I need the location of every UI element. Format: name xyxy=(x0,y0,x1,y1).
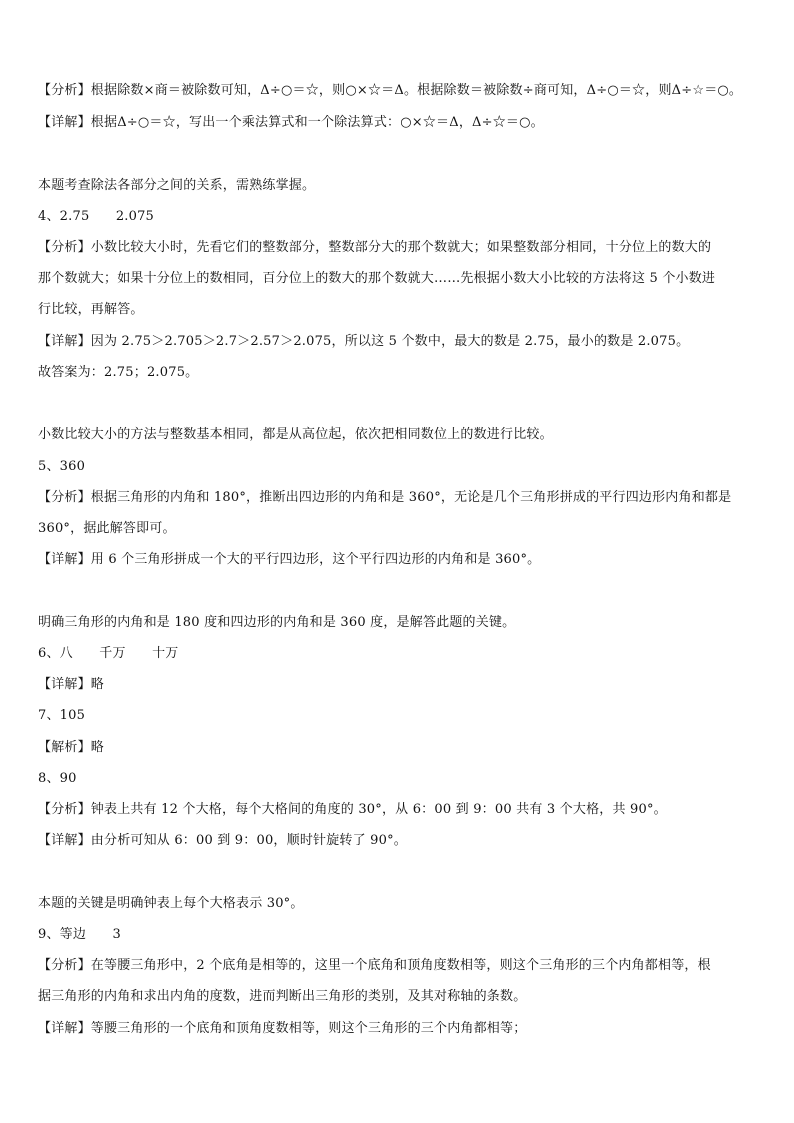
answer-line-q5: 5、360 xyxy=(38,459,86,474)
answer-line-q6: 6、八 千万 十万 xyxy=(38,646,179,661)
analysis-line-q7: 【解析】略 xyxy=(38,740,105,755)
analysis-line-q4-3: 行比较，再解答。 xyxy=(38,302,144,317)
comment-line-q8: 本题的关键是明确钟表上每个大格表示 30°。 xyxy=(38,896,304,911)
solution-line-q4: 【详解】因为 2.75＞2.705＞2.7＞2.57＞2.075，所以这 5 个数中，最大的数是 2.75，最小的数是 2.075。 xyxy=(38,334,690,349)
analysis-line-q4-2: 那个数就大；如果十分位上的数相同，百分位上的数大的那个数就大……先根据小数大小比较的方法将这 5 个小数进 xyxy=(38,271,716,286)
answer-line-q4: 4、2.75 2.075 xyxy=(38,209,155,224)
solution-line-q5: 【详解】用 6 个三角形拼成一个大的平行四边形，这个平行四边形的内角和是 360°。 xyxy=(38,552,541,567)
analysis-line-q5-1: 【分析】根据三角形的内角和 180°，推断出四边形的内角和是 360°，无论是几个三角形拼成的平行四边形内角和都是 xyxy=(38,490,732,505)
answer-line-q9: 9、等边 3 xyxy=(38,927,121,942)
solution-line-q9: 【详解】等腰三角形的一个底角和顶角度数相等，则这个三角形的三个内角都相等； xyxy=(38,1021,527,1036)
analysis-line-q5-2: 360°，据此解答即可。 xyxy=(38,521,176,536)
answer-line-q7: 7、105 xyxy=(38,708,86,723)
analysis-line-q9-2: 据三角形的内角和求出内角的度数，进而判断出三角形的类别，及其对称轴的条数。 xyxy=(38,989,527,1004)
analysis-line-q8: 【分析】钟表上共有 12 个大格，每个大格间的角度的 30°，从 6：00 到 9：00 共有 3 个大格，共 90°。 xyxy=(38,802,667,817)
final-answer-q4: 故答案为：2.75；2.075。 xyxy=(38,365,199,380)
solution-line-q6: 【详解】略 xyxy=(38,677,105,692)
solution-line-q3: 【详解】根据Δ÷○＝☆，写出一个乘法算式和一个除法算式：○×☆＝Δ，Δ÷☆＝○。 xyxy=(38,115,544,130)
solution-line-q8: 【详解】由分析可知从 6：00 到 9：00，顺时针旋转了 90°。 xyxy=(38,833,407,848)
answer-line-q8: 8、90 xyxy=(38,771,77,786)
comment-line-q5: 明确三角形的内角和是 180 度和四边形的内角和是 360 度，是解答此题的关键。 xyxy=(38,615,516,630)
comment-line-q4: 小数比较大小的方法与整数基本相同，都是从高位起，依次把相同数位上的数进行比较。 xyxy=(38,427,553,442)
analysis-line-q3: 【分析】根据除数×商＝被除数可知，Δ÷○＝☆，则○×☆＝Δ。根据除数＝被除数÷商可知，Δ÷○＝☆，则Δ÷☆＝○。 xyxy=(38,83,743,98)
comment-line-q3: 本题考查除法各部分之间的关系，需熟练掌握。 xyxy=(38,178,316,193)
analysis-line-q9-1: 【分析】在等腰三角形中，2 个底角是相等的，这里一个底角和顶角度数相等，则这个三角形的三个内角都相等，根 xyxy=(38,958,711,973)
analysis-line-q4-1: 【分析】小数比较大小时，先看它们的整数部分，整数部分大的那个数就大；如果整数部分相同，十分位上的数大的 xyxy=(38,240,712,255)
